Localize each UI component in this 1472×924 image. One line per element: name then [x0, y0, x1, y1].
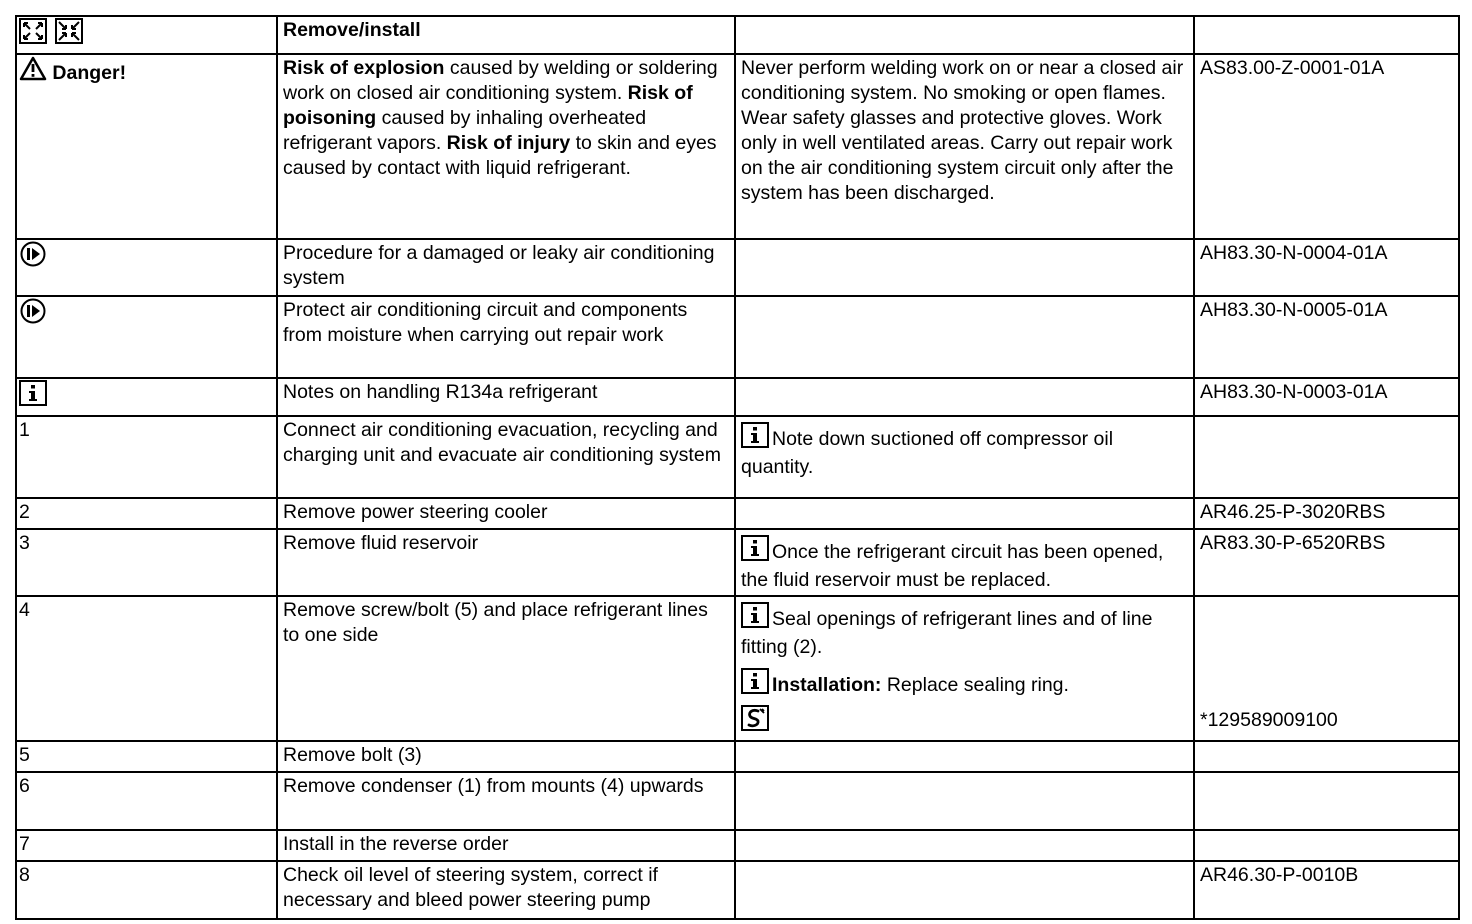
header-empty-cell: [1194, 16, 1459, 54]
note-arrow-icon: [19, 241, 47, 274]
step-text: Install in the reverse order: [277, 830, 735, 861]
note-text: Notes on handling R134a refrigerant: [277, 378, 735, 416]
tool-block: [741, 705, 1188, 738]
note-arrow-icon: [19, 298, 47, 331]
header-icons-cell: [16, 16, 277, 54]
info-icon: [741, 668, 769, 701]
step-text: Connect air conditioning evacuation, recycling and charging unit and evacuate air conditioning system: [277, 416, 735, 498]
info-icon: [741, 535, 769, 568]
step-ref: AR46.25-P-3020RBS: [1194, 498, 1459, 529]
note-ref: AH83.30-N-0005-01A: [1194, 296, 1459, 378]
step-row: [16, 596, 1459, 741]
step-note: Note down suctioned off compressor oil quantity.: [741, 428, 1114, 478]
step-row: [16, 416, 1459, 498]
procedure-table: [15, 15, 1460, 920]
danger-ref: AS83.00-Z-0001-01A: [1194, 54, 1459, 239]
step-row: [16, 529, 1459, 596]
step-row: [16, 498, 1459, 529]
step-note-block: [741, 668, 1188, 701]
step-note: Replace sealing ring.: [881, 674, 1069, 696]
step-note-block: [741, 602, 1188, 660]
step-text: Remove screw/bolt (5) and place refrigerant lines to one side: [277, 596, 735, 741]
risk-injury: Risk of injury: [446, 132, 571, 154]
step-note-cell: [735, 529, 1194, 596]
tool-ref-cell: [1194, 596, 1459, 741]
info-icon: [19, 380, 47, 413]
step-text: Remove fluid reservoir: [277, 529, 735, 596]
step-ref: AR83.30-P-6520RBS: [1194, 529, 1459, 596]
step-text: Remove bolt (3): [277, 741, 735, 772]
step-text: Remove condenser (1) from mounts (4) upwards: [277, 772, 735, 830]
step-note-cell: [735, 416, 1194, 498]
disassemble-icon: [19, 18, 47, 51]
info-icon: [741, 602, 769, 635]
note-row: [16, 378, 1459, 416]
step-note-cell: [735, 596, 1194, 741]
step-number: 2: [16, 498, 277, 529]
step-ref: [1194, 416, 1459, 498]
step-note: Once the refrigerant circuit has been opened, the fluid reservoir must be replaced.: [741, 541, 1164, 591]
risk-poisoning: Risk of poisoning: [283, 82, 693, 129]
step-number: 8: [16, 861, 277, 919]
step-number: 3: [16, 529, 277, 596]
note-ref: AH83.30-N-0003-01A: [1194, 378, 1459, 416]
step-ref: AR46.30-P-0010B: [1194, 861, 1459, 919]
header-row: [16, 16, 1459, 54]
step-row: [16, 830, 1459, 861]
header-title: Remove/install: [277, 16, 735, 54]
header-empty-cell: [735, 16, 1194, 54]
step-row: [16, 861, 1459, 919]
note-text: Procedure for a damaged or leaky air conditioning system: [277, 239, 735, 296]
note-text: Protect air conditioning circuit and components from moisture when carrying out repair work: [277, 296, 735, 378]
step-number: 4: [16, 596, 277, 741]
tool-ref: *129589009100: [1200, 709, 1338, 731]
step-note: Seal openings of refrigerant lines and of line fitting (2).: [741, 608, 1153, 658]
warning-triangle-icon: [19, 56, 47, 88]
step-number: 5: [16, 741, 277, 772]
danger-row: [16, 54, 1459, 239]
danger-label-cell: [16, 54, 277, 239]
step-number: 1: [16, 416, 277, 498]
info-icon: [741, 422, 769, 455]
special-tool-icon: [741, 705, 769, 738]
risk-explosion: Risk of explosion: [283, 57, 445, 79]
note-ref: AH83.30-N-0004-01A: [1194, 239, 1459, 296]
step-number: 6: [16, 772, 277, 830]
assemble-icon: [55, 18, 83, 51]
note-row: [16, 239, 1459, 296]
installation-label: Installation:: [772, 674, 882, 696]
danger-measures: Never perform welding work on or near a closed air conditioning system. No smoking or open flames. Wear safety glasses and protective gloves. Work only in well ventilated areas. Carry out repair work on the air conditioning system circuit only after the system has been discharged.: [735, 54, 1194, 239]
step-text: Remove power steering cooler: [277, 498, 735, 529]
step-text: Check oil level of steering system, correct if necessary and bleed power steering pump: [277, 861, 735, 919]
step-number: 7: [16, 830, 277, 861]
note-row: [16, 296, 1459, 378]
step-row: [16, 772, 1459, 830]
danger-label: Danger!: [52, 62, 127, 84]
step-row: [16, 741, 1459, 772]
danger-risk-cell: Risk of explosion caused by welding or soldering work on closed air conditioning system. Risk of poisoning caused by inhaling overheated refrigerant vapors. Risk of injury to skin and eyes caused by contact with liquid refrigerant.: [277, 54, 735, 239]
